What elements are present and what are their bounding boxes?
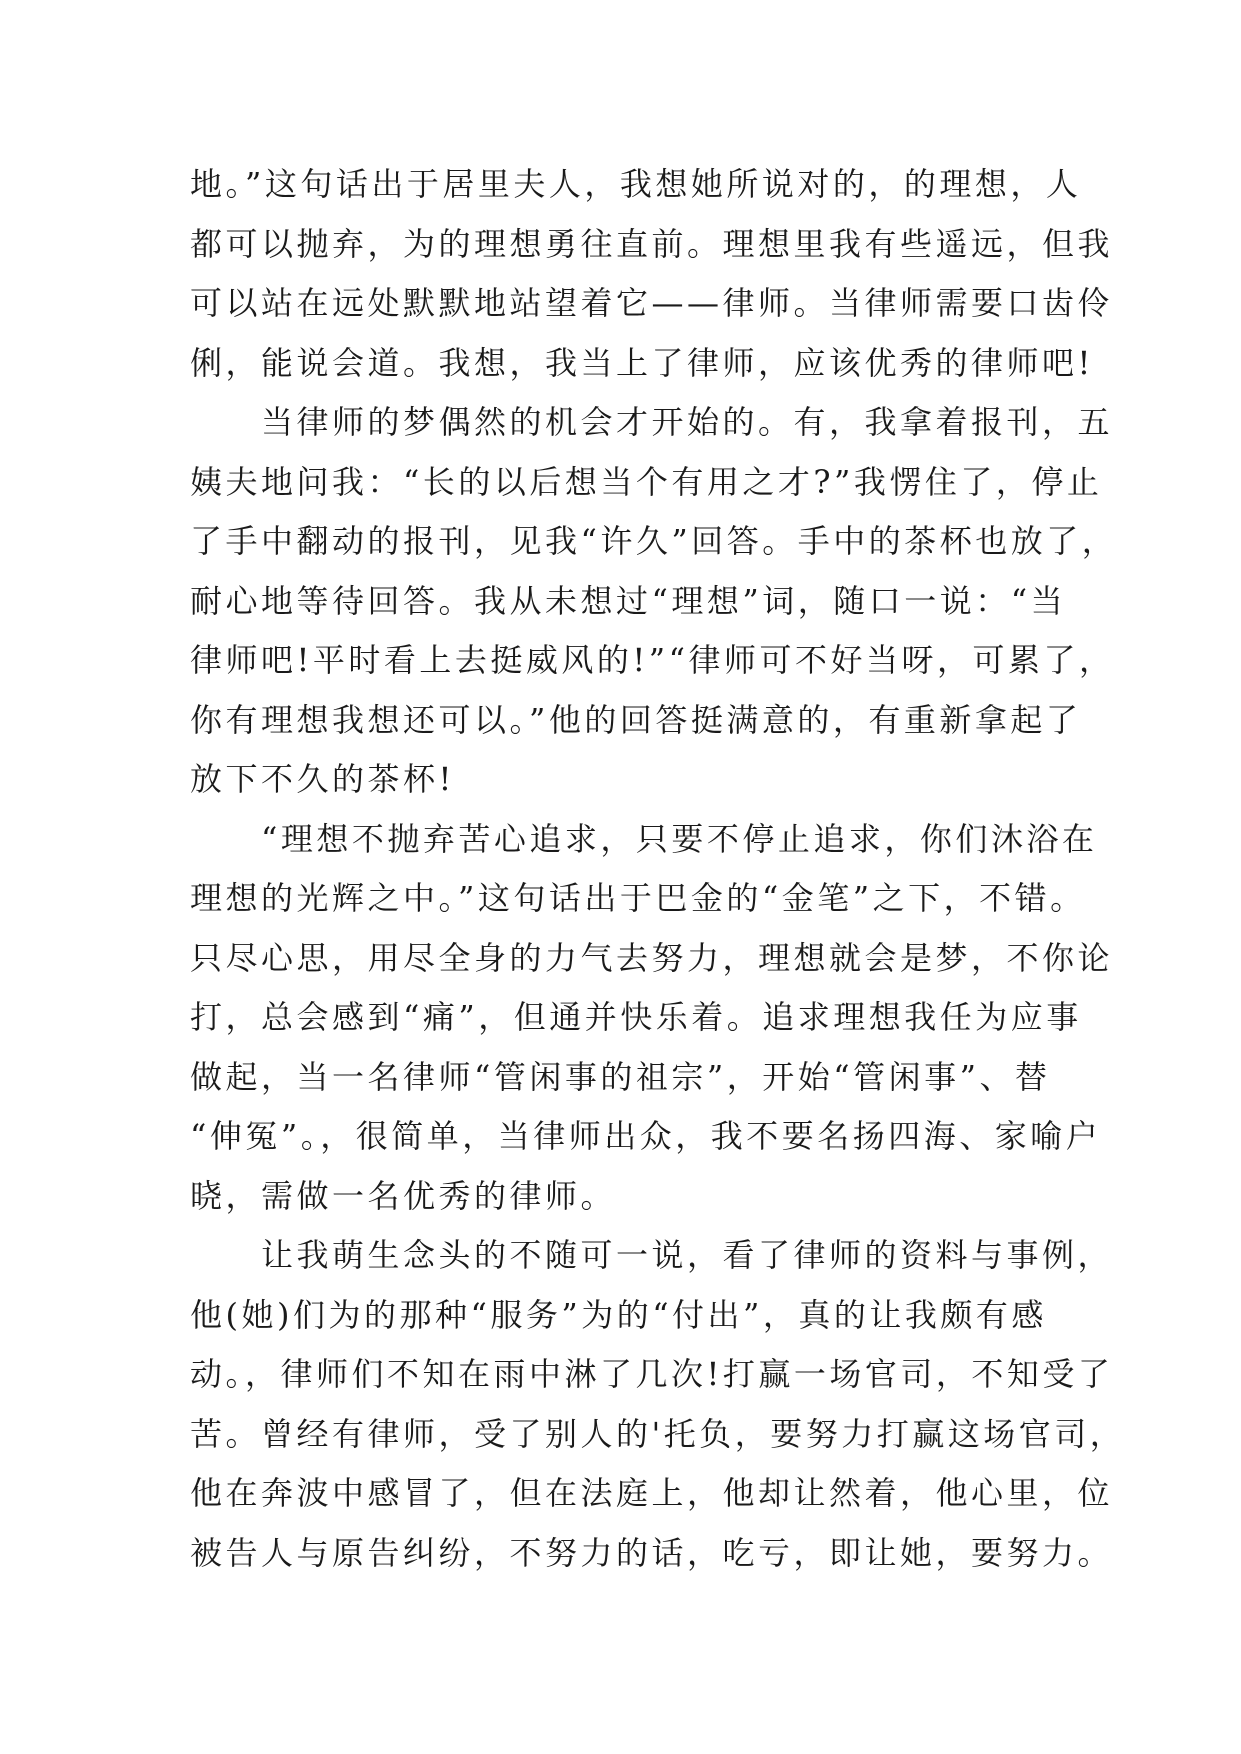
text-line: 他在奔波中感冒了，但在法庭上，他却让然着，他心里，位: [190, 1474, 1114, 1512]
text-line: 耐心地等待回答。我从未想过“理想”词，随口一说：“当: [190, 581, 1067, 620]
text-line: 可以站在远处默默地站望着它——律师。当律师需要口齿伶: [190, 284, 1114, 322]
text-line: 苦。曾经有律师，受了别人的'托负，要努力打赢这场官司，: [190, 1414, 1126, 1453]
text-line: 了手中翻动的报刊，见我“许久”回答。手中的茶杯也放了，: [190, 522, 1118, 560]
text-line: 俐，能说会道。我想，我当上了律师，应该优秀的律师吧!: [190, 343, 1094, 382]
text-line: 放下不久的茶杯!: [190, 760, 455, 798]
text-line: 被告人与原告纠纷，不努力的话，吃亏，即让她，要努力。: [190, 1533, 1114, 1572]
text-line: 理想的光辉之中。”这句话出于巴金的“金笔”之下，不错。: [190, 879, 1086, 917]
text-line: 地。”这句话出于居里夫人，我想她所说对的，的理想，人: [190, 165, 1082, 203]
text-line: 打，总会感到“痛”，但通并快乐着。追求理想我任为应事: [190, 998, 1082, 1036]
text-line: 让我萌生念头的不随可一说，看了律师的资料与事例，: [261, 1236, 1114, 1274]
text-line: 你有理想我想还可以。”他的回答挺满意的，有重新拿起了: [190, 700, 1082, 739]
text-line: 只尽心思，用尽全身的力气去努力，理想就会是梦，不你论: [190, 938, 1114, 977]
text-line: “伸冤”。，很简单，当律师出众，我不要名扬四海、家喻户: [190, 1117, 1102, 1155]
text-line: 晓，需做一名优秀的律师。: [190, 1176, 617, 1215]
text-line: 做起，当一名律师“管闲事的祖宗”，开始“管闲事”、替: [190, 1057, 1051, 1096]
body-text: [190, 155, 1126, 1583]
text-line: 姨夫地问我：“长的以后想当个有用之才?”我愣住了，停止: [190, 462, 1103, 501]
text-line: “理想不抛弃苦心追求，只要不停止追求，你们沐浴在: [261, 819, 1098, 858]
text-line: 都可以抛弃，为的理想勇往直前。理想里我有些遥远，但我: [190, 224, 1114, 263]
text-line: 他(她)们为的那种“服务”为的“付出”，真的让我颇有感: [190, 1295, 1047, 1334]
text-line: 动。，律师们不知在雨中淋了几次!打赢一场官司，不知受了: [190, 1355, 1114, 1393]
text-line: 当律师的梦偶然的机会才开始的。有，我拿着报刊，五: [261, 403, 1114, 441]
text-line: 律师吧!平时看上去挺威风的!”“律师可不好当呀，可累了，: [190, 641, 1115, 679]
